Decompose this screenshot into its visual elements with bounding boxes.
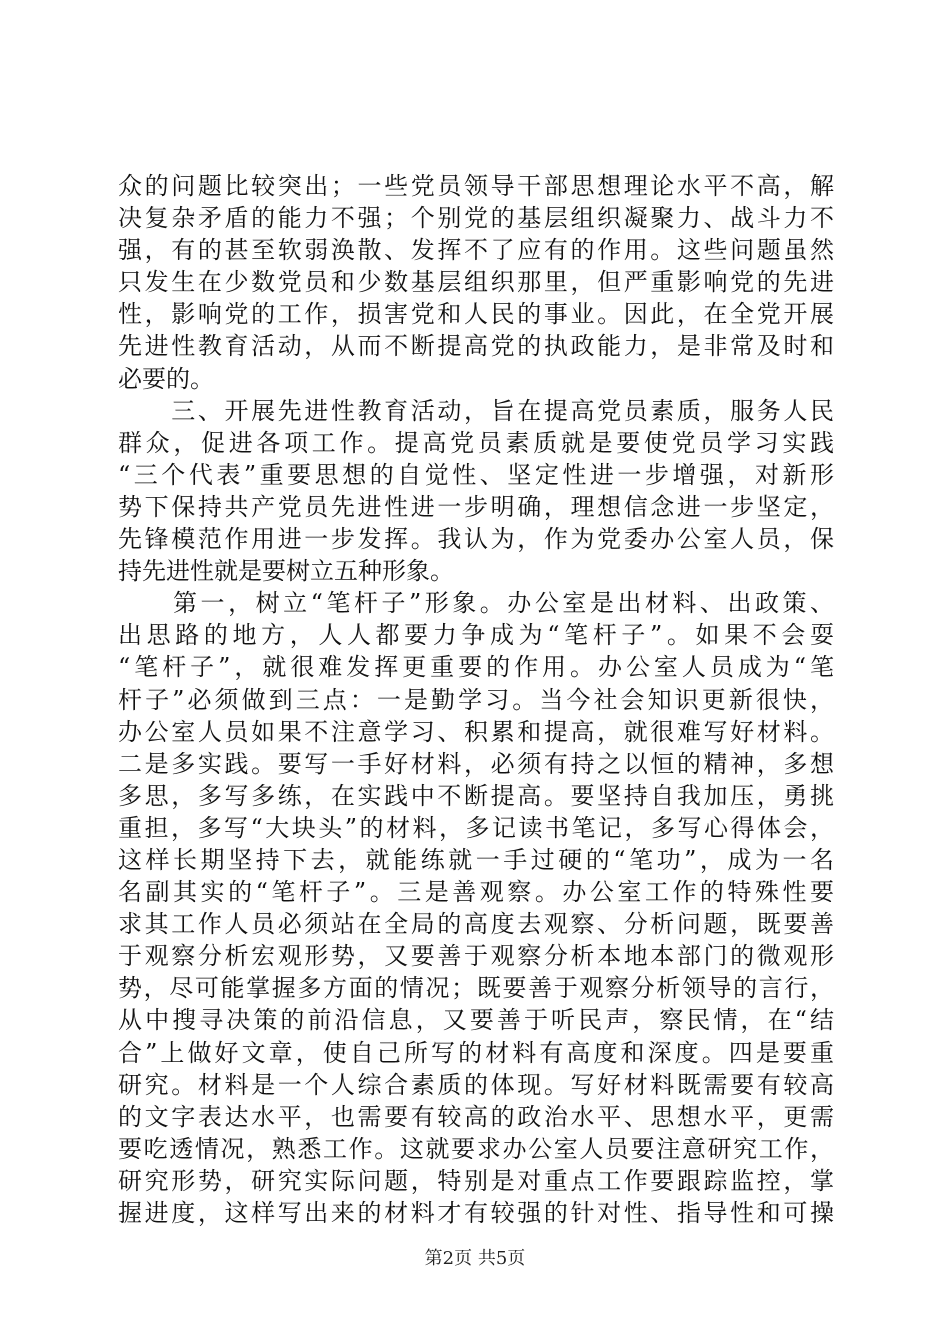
text-line: 性，影响党的工作，损害党和人民的事业。因此，在全党开展 bbox=[118, 300, 834, 329]
text-line: 群众，促进各项工作。提高党员素质就是要使党员学习实践 bbox=[118, 428, 834, 457]
text-line: 要吃透情况，熟悉工作。这就要求办公室人员要注意研究工作， bbox=[118, 1134, 834, 1163]
text-line: 出思路的地方，人人都要力争成为“笔杆子”。如果不会耍 bbox=[118, 621, 834, 650]
text-line: 必要的。 bbox=[118, 364, 214, 393]
text-line: 这样长期坚持下去，就能练就一手过硬的“笔功”，成为一名 bbox=[118, 845, 834, 874]
text-line: “笔杆子”，就很难发挥更重要的作用。办公室人员成为“笔 bbox=[118, 653, 834, 682]
text-line: 决复杂矛盾的能力不强；个别党的基层组织凝聚力、战斗力不 bbox=[118, 204, 834, 233]
text-line: 握进度，这样写出来的材料才有较强的针对性、指导性和可操 bbox=[118, 1199, 834, 1227]
text-line: 于观察分析宏观形势，又要善于观察分析本地本部门的微观形 bbox=[118, 942, 834, 971]
text-line: 杆子”必须做到三点：一是勤学习。当今社会知识更新很快， bbox=[118, 685, 834, 714]
text-line: 重担，多写“大块头”的材料，多记读书笔记，多写心得体会， bbox=[118, 813, 834, 842]
text-line: 多思，多写多练，在实践中不断提高。要坚持自我加压，勇挑 bbox=[118, 781, 834, 810]
text-line: 三、开展先进性教育活动，旨在提高党员素质，服务人民 bbox=[118, 396, 834, 425]
text-line: 的文字表达水平，也需要有较高的政治水平、思想水平，更需 bbox=[118, 1102, 834, 1131]
text-line: 势下保持共产党员先进性进一步明确，理想信念进一步坚定， bbox=[118, 492, 834, 521]
text-line: “三个代表”重要思想的自觉性、坚定性进一步增强，对新形 bbox=[118, 460, 834, 489]
text-line: 研究。材料是一个人综合素质的体现。写好材料既需要有较高 bbox=[118, 1070, 834, 1099]
page-footer: 第2页 共5页 bbox=[424, 1248, 526, 1269]
text-line: 先锋模范作用进一步发挥。我认为，作为党委办公室人员，保 bbox=[118, 525, 834, 554]
text-line: 先进性教育活动，从而不断提高党的执政能力，是非常及时和 bbox=[118, 332, 834, 361]
text-line: 只发生在少数党员和少数基层组织那里，但严重影响党的先进 bbox=[118, 268, 834, 297]
text-line: 二是多实践。要写一手好材料，必须有持之以恒的精神，多想 bbox=[118, 749, 834, 778]
text-line: 第一，树立“笔杆子”形象。办公室是出材料、出政策、 bbox=[118, 589, 834, 618]
text-line: 强，有的甚至软弱涣散、发挥不了应有的作用。这些问题虽然 bbox=[118, 236, 834, 265]
text-line: 持先进性就是要树立五种形象。 bbox=[118, 557, 454, 586]
text-line: 求其工作人员必须站在全局的高度去观察、分析问题，既要善 bbox=[118, 910, 834, 939]
text-line: 合”上做好文章，使自己所写的材料有高度和深度。四是要重 bbox=[118, 1038, 834, 1067]
text-line: 从中搜寻决策的前沿信息，又要善于听民声，察民情，在“结 bbox=[118, 1006, 834, 1035]
text-line: 办公室人员如果不注意学习、积累和提高，就很难写好材料。 bbox=[118, 717, 834, 746]
text-line: 研究形势，研究实际问题，特别是对重点工作要跟踪监控，掌 bbox=[118, 1166, 834, 1195]
document-body bbox=[118, 170, 834, 1229]
text-line: 名副其实的“笔杆子”。三是善观察。办公室工作的特殊性要 bbox=[118, 878, 834, 907]
text-line: 势，尽可能掌握多方面的情况；既要善于观察分析领导的言行， bbox=[118, 974, 834, 1003]
text-line: 众的问题比较突出；一些党员领导干部思想理论水平不高，解 bbox=[118, 172, 834, 200]
